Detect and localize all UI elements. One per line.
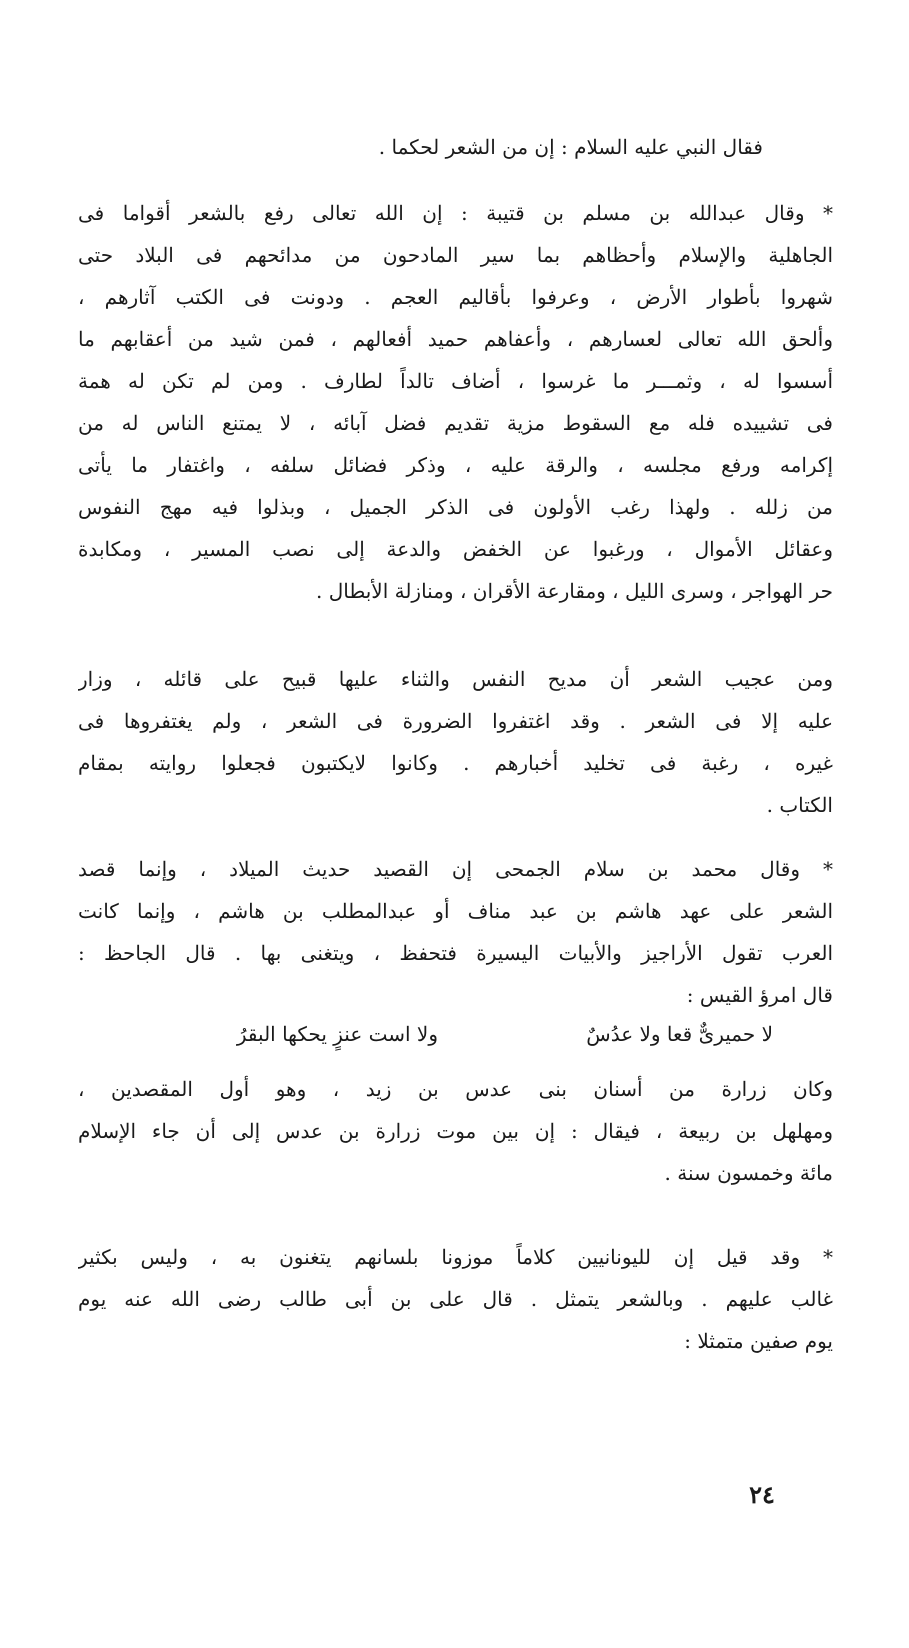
text-line: قال امرؤ القيس : (686, 983, 833, 1007)
text-line: الشعر على عهد هاشم بن عبد مناف أو عبدالمطلب بن هاشم ، وإنما كانت (78, 899, 833, 923)
text-line: * وقال محمد بن سلام الجمحى إن القصيد حديث الميلاد ، وإنما قصد (78, 857, 833, 881)
text-line: حر الهواجر ، وسرى الليل ، ومقارعة الأقران ، ومنازلة الأبطال . (315, 579, 833, 603)
text-line: شهروا بأطوار الأرض ، وعرفوا بأقاليم العجم . ودونت فى الكتب آثارهم ، (78, 285, 833, 309)
text-line: إكرامه ورفع مجلسه ، والرقة عليه ، وذكر فضائل سلفه ، واغتفار ما يأتى (78, 453, 833, 477)
text-line: العرب تقول الأراجيز والأبيات اليسيرة فتحفظ ، ويتغنى بها . قال الجاحظ : (78, 941, 833, 965)
text-line: عليه إلا فى الشعر . وقد اغتفروا الضرورة فى الشعر ، ولم يغتفروها فى (78, 709, 833, 733)
text-line: وعقائل الأموال ، ورغبوا عن الخفض والدعة إلى نصب المسير ، ومكابدة (78, 537, 833, 561)
paragraph-zurara (78, 1068, 833, 1194)
paragraph-greeks (78, 1236, 833, 1362)
text-line: ومن عجيب الشعر أن مديح النفس والثناء عليها قبيح على قائله ، وزار (78, 667, 833, 691)
intro-paragraph (78, 126, 833, 168)
text-line: غيره ، رغبة فى تخليد أخبارهم . وكانوا لايكتبون فجعلوا روايته بمقام (78, 751, 833, 775)
intro-line: فقال النبي عليه السلام : إن من الشعر لحكما . (378, 135, 763, 159)
text-line: فى تشييده فله مع السقوط مزية تقديم فضل آبائه ، لا يمتنع الناس له من (78, 411, 833, 435)
text-line: الكتاب . (766, 793, 833, 817)
paragraph-self-praise (78, 658, 833, 826)
verse-second-hemistich: ولا است عنزٍ يحكها البقرُ (236, 1022, 438, 1046)
paragraph-ibn-sallam (78, 848, 833, 1016)
text-line: أسسوا له ، وثمـــر ما غرسوا ، أضاف تالداً لطارف . ومن لم تكن له همة (78, 369, 833, 393)
text-line: الجاهلية والإسلام وأحظاهم بما سير المادحون من مدائحهم فى البلاد حتى (78, 243, 833, 267)
text-line: من زلله . ولهذا رغب الأولون فى الذكر الجميل ، وبذلوا فيه مهج النفوس (78, 495, 833, 519)
text-line: وألحق الله تعالى لعسارهم ، وأعفاهم حميد أفعالهم ، فمن شيد من أعقابهم ما (78, 327, 833, 351)
paragraph-ibn-qutayba (78, 192, 833, 612)
text-line: غالب عليهم . وبالشعر يتمثل . قال على بن أبى طالب رضى الله عنه يوم (78, 1287, 833, 1311)
poem-verse (78, 1022, 833, 1062)
text-line: يوم صفين متمثلا : (684, 1329, 833, 1353)
page-number: ٢٤ (749, 1480, 775, 1509)
text-line: ومهلهل بن ربيعة ، فيقال : إن بين موت زرارة بن عدس إلى أن جاء الإسلام (78, 1119, 833, 1143)
text-line: * وقال عبدالله بن مسلم بن قتيبة : إن الله تعالى رفع بالشعر أقواما فى (78, 201, 833, 225)
text-line: مائة وخمسون سنة . (664, 1161, 833, 1185)
verse-first-hemistich: لا حميرىٌّ قعا ولا عدُسٌ (586, 1022, 773, 1046)
text-line: وكان زرارة من أسنان بنى عدس بن زيد ، وهو أول المقصدين ، (78, 1077, 833, 1101)
text-line: * وقد قيل إن لليونانيين كلاماً موزونا بلسانهم يتغنون به ، وليس بكثير (78, 1245, 833, 1269)
